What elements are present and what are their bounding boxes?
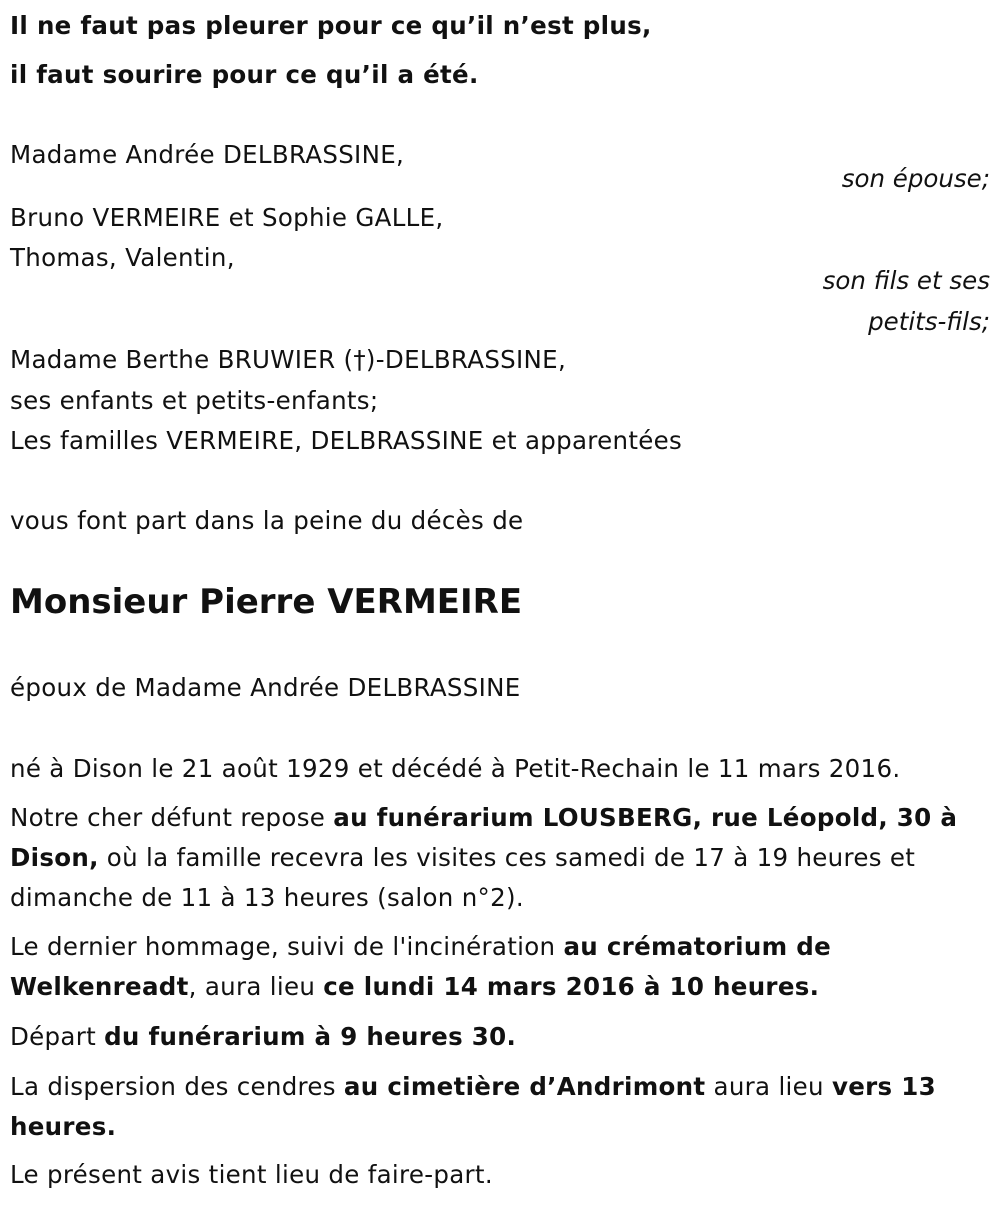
- cross-icon: †: [353, 345, 366, 374]
- berthe-name-post: )-DELBRASSINE,: [365, 345, 567, 374]
- children-line: ses enfants et petits-enfants;: [10, 386, 379, 415]
- tribute-place: au crématorium de Welkenreadt: [10, 932, 832, 1001]
- rest-location: au funérarium LOUSBERG, rue Léopold, 30 à Dison,: [10, 803, 958, 872]
- quote-line-2: il faut sourire pour ce qu’il a été.: [10, 60, 479, 89]
- departure-detail: du funérarium à 9 heures 30.: [104, 1022, 517, 1051]
- quote-line-1: Il ne faut pas pleurer pour ce qu’il n’est plus,: [10, 11, 652, 40]
- spouse-line: époux de Madame Andrée DELBRASSINE: [10, 673, 521, 702]
- wife-name: Madame Andrée DELBRASSINE,: [10, 140, 405, 169]
- closing-line: Le présent avis tient lieu de faire-part.: [10, 1160, 493, 1189]
- dispersion-mid: aura lieu: [705, 1072, 832, 1101]
- rest-post: où la famille recevra les visites ces samedi de 17 à 19 heures et dimanche de 11 à 13 heures (salon n°2).: [10, 843, 916, 912]
- son-role-line-2: petits-fils;: [868, 307, 990, 336]
- berthe-line: [10, 345, 566, 375]
- tribute-paragraph: [10, 927, 975, 1007]
- wife-role: son épouse;: [841, 164, 990, 193]
- departure-pre: Départ: [10, 1022, 105, 1051]
- son-role-line-1: son fils et ses: [822, 266, 990, 295]
- dispersion-place: au cimetière d’Andrimont: [343, 1072, 706, 1101]
- rest-pre: Notre cher défunt repose: [10, 803, 334, 832]
- tribute-mid: , aura lieu: [188, 972, 324, 1001]
- deceased-name: Monsieur Pierre VERMEIRE: [10, 582, 523, 622]
- rest-paragraph: [10, 798, 975, 918]
- son-line-2: Thomas, Valentin,: [10, 243, 235, 272]
- departure-paragraph: [10, 1017, 975, 1057]
- dispersion-paragraph: [10, 1067, 975, 1147]
- birth-death-line: né à Dison le 21 août 1929 et décédé à Petit-Rechain le 11 mars 2016.: [10, 754, 901, 783]
- dispersion-pre: La dispersion des cendres: [10, 1072, 344, 1101]
- announcement: vous font part dans la peine du décès de: [10, 506, 524, 535]
- son-line-1: Bruno VERMEIRE et Sophie GALLE,: [10, 203, 444, 232]
- tribute-pre: Le dernier hommage, suivi de l'incinération: [10, 932, 564, 961]
- tribute-date: ce lundi 14 mars 2016 à 10 heures.: [323, 972, 820, 1001]
- families-line: Les familles VERMEIRE, DELBRASSINE et apparentées: [10, 426, 683, 455]
- berthe-name-pre: Madame Berthe BRUWIER (: [10, 345, 354, 374]
- dispersion-time: vers 13 heures.: [10, 1072, 936, 1141]
